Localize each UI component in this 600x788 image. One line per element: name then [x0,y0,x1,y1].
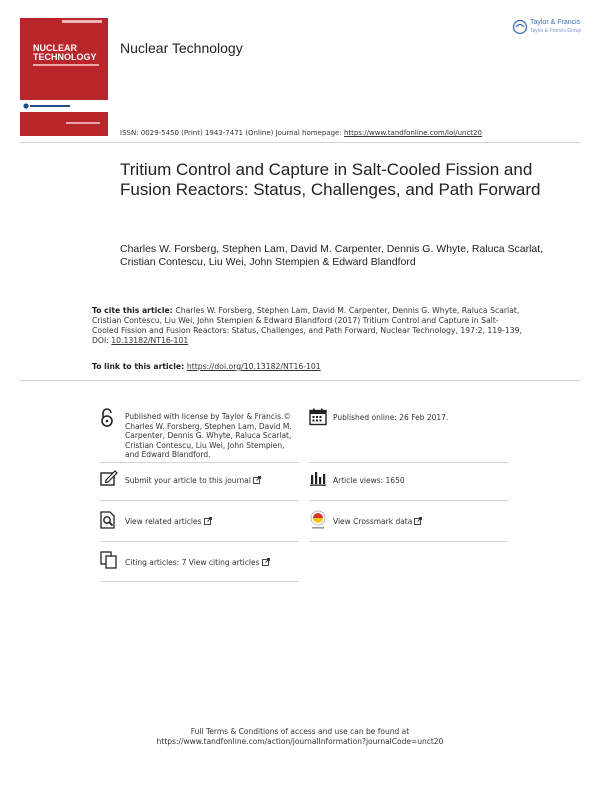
related-articles-icon [100,511,116,529]
divider [20,380,580,381]
published-date: Published online: 26 Feb 2017. [333,413,449,422]
doi-link[interactable]: 10.13182/NT16-101 [111,336,189,345]
bar-chart-icon [309,470,327,486]
divider [20,142,580,143]
cover-bottom [20,112,108,136]
ans-logo-icon [23,103,73,109]
publisher-name: Taylor & Francis Taylor & Francis Group [530,19,582,34]
divider [100,500,299,501]
cover-subtitle-line [33,64,99,66]
citing-articles-icon [100,551,118,569]
article-authors: Charles W. Forsberg, Stephen Lam, David M. Carpenter, Dennis G. Whyte, Raluca Scarlat, Cristian Contescu, Liu Wei, John Stempien & Edward Blandford [120,243,544,268]
article-link-line: To link to this article: https://doi.org/10.13182/NT16-101 [92,362,321,371]
crossmark-icon [309,510,327,530]
terms-footer: Full Terms & Conditions of access and use can be found at https://www.tandfonline.com/action/journalInformation?journalCode=unct20 [0,727,600,747]
divider [309,500,508,501]
journal-name[interactable]: Nuclear Technology [120,40,243,56]
submit-article-icon [100,470,118,486]
cover-journal-title: NUCLEAR TECHNOLOGY [33,43,97,62]
article-title: Tritium Control and Capture in Salt-Cooled Fission and Fusion Reactors: Status, Challenges, and Path Forward [120,160,541,199]
open-access-icon [100,408,114,428]
divider [100,462,299,463]
external-link-icon [262,558,270,566]
article-views: Article views: 1650 [333,476,405,485]
terms-link[interactable]: https://www.tandfonline.com/action/journalInformation?journalCode=unct20 [156,737,444,746]
related-articles-link[interactable]: View related articles [125,517,212,527]
calendar-icon [309,408,327,426]
cover-decoration [62,20,102,23]
divider [100,581,299,582]
license-text: Published with license by Taylor & Francis.© Charles W. Forsberg, Stephen Lam, David M. Carpenter, Dennis G. Whyte, Raluca Scarlat, Cristian Contescu, Liu Wei, John Stempien, and Edward Blandford. [125,412,292,459]
divider [309,462,508,463]
citing-articles-link[interactable]: Citing articles: 7 View citing articles [125,558,270,568]
journal-homepage-link[interactable]: https://www.tandfonline.com/loi/unct20 [343,129,482,137]
crossmark-link[interactable]: View Crossmark data [333,517,422,527]
divider [309,541,508,542]
external-link-icon [414,517,422,525]
citation: To cite this article: Charles W. Forsberg, Stephen Lam, David M. Carpenter, Dennis G. Whyte, Raluca Scarlat, Cristian Contescu, Liu Wei, John Stempien & Edward Blandford (2017) Tritium Control and Capture in Salt-Cooled Fission and Fusion Reactors: Status, Challenges, and Path Forward, Nuclear Technology, 197:2, 119-139, DOI: 10.13182/NT16-101 [92,306,522,345]
cover-bottom-line [66,122,100,124]
issn-line: ISSN: 0029-5450 (Print) 1943-7471 (Online) Journal homepage: https://www.tandfonline.com/loi/unct20 [120,129,482,137]
submit-article-link[interactable]: Submit your article to this journal [125,476,261,486]
external-link-icon [253,476,261,484]
external-link-icon [204,517,212,525]
divider [100,541,299,542]
article-doi-link[interactable]: https://doi.org/10.13182/NT16-101 [186,362,321,371]
